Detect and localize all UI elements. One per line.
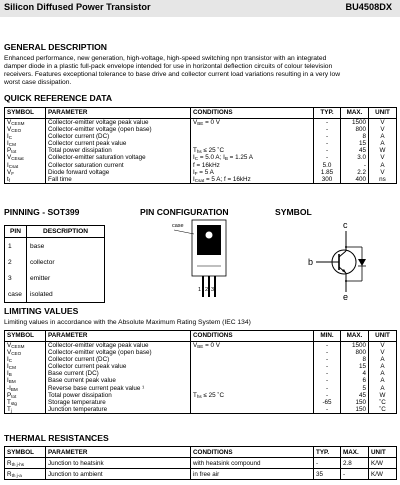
conditions-cell: in free air: [191, 469, 314, 480]
table-row: [5, 406, 397, 414]
column-header: MAX.: [341, 447, 369, 458]
document-title: Silicon Diffused Power Transistor: [4, 2, 151, 12]
unit-cell: A: [369, 363, 397, 370]
parameter-cell: Collector-emitter voltage (open base): [46, 126, 191, 133]
typ-cell: 300: [314, 176, 341, 184]
column-header: UNIT: [369, 108, 397, 119]
condition-subscript: B: [224, 156, 228, 162]
pin-configuration-heading: PIN CONFIGURATION: [140, 207, 229, 217]
symbol-subscript: CESM: [11, 344, 25, 349]
max-cell: 45: [341, 147, 369, 154]
column-header: CONDITIONS: [191, 331, 314, 342]
symbol-letter: I: [7, 356, 9, 364]
unit-cell: V: [369, 154, 397, 161]
parameter-cell: Collector-emitter voltage peak value: [46, 119, 191, 127]
unit-cell: V: [369, 342, 397, 350]
condition-text: = 5 A; f = 16kHz: [204, 175, 251, 183]
parameter-cell: Collector current peak value: [46, 140, 191, 147]
pin-number-cell: case: [5, 286, 27, 303]
min-cell: -: [314, 363, 341, 370]
symbol-subscript: C: [8, 135, 13, 141]
column-header: PARAMETER: [46, 447, 191, 458]
table-row: [5, 469, 397, 480]
symbol-letter: I: [7, 377, 9, 385]
typ-cell: -: [314, 147, 341, 154]
header-bar: [0, 0, 400, 17]
emitter-terminal-label: e: [343, 292, 349, 300]
symbol-cell: [5, 406, 46, 414]
max-cell: 3.0: [341, 154, 369, 161]
typ-cell: -: [314, 133, 341, 140]
unit-cell: A: [369, 385, 397, 392]
max-cell: 8: [341, 356, 369, 363]
column-header: UNIT: [369, 447, 397, 458]
conditions-cell: [191, 370, 314, 377]
unit-cell: V: [369, 126, 397, 133]
typ-cell: 1.85: [314, 169, 341, 176]
quick-reference-heading: QUICK REFERENCE DATA: [4, 93, 113, 103]
condition-text: = 5 A: [197, 168, 214, 176]
unit-cell: ˚C: [369, 399, 397, 406]
conditions-cell: [191, 119, 314, 127]
symbol-subscript: th j-a: [11, 472, 22, 478]
symbol-cell: [5, 147, 46, 154]
symbol-subscript: stg: [10, 400, 17, 406]
condition-subscript: BE: [197, 121, 204, 126]
pinning-row: [5, 286, 105, 303]
pinning-col-pin: PIN: [5, 226, 27, 238]
general-description-text: [4, 55, 396, 87]
condition-subscript: hs: [196, 393, 202, 399]
min-cell: -: [314, 392, 341, 399]
table-row: [5, 377, 397, 384]
conditions-cell: [191, 399, 314, 406]
min-cell: -65: [314, 399, 341, 406]
parameter-cell: Diode forward voltage: [46, 169, 191, 176]
column-header: PARAMETER: [46, 331, 191, 342]
symbol-cell: [5, 140, 46, 147]
max-cell: 2.2: [341, 169, 369, 176]
symbol-subscript: BM: [10, 386, 18, 392]
symbol-subscript: CEO: [11, 351, 22, 357]
max-cell: 6: [341, 377, 369, 384]
collector-terminal-label: c: [343, 220, 348, 230]
column-header: CONDITIONS: [191, 108, 314, 119]
condition-subscript: BE: [197, 344, 204, 349]
symbol-letter: V: [7, 126, 12, 134]
symbol-letter: R: [7, 459, 12, 467]
symbol-subscript: f: [8, 177, 11, 183]
package-outline-drawing: [170, 218, 250, 300]
parameter-cell: Junction to heatsink: [46, 458, 191, 469]
max-cell: -: [341, 162, 369, 169]
symbol-letter: V: [7, 342, 12, 349]
general-line: worst case dissipation.: [4, 79, 72, 87]
symbol-letter: T: [7, 405, 11, 413]
table-row: [5, 162, 397, 169]
table-row: [5, 399, 397, 406]
column-header: PARAMETER: [46, 108, 191, 119]
pinning-col-description: DESCRIPTION: [27, 226, 105, 238]
symbol-letter: P: [7, 147, 12, 155]
column-header: SYMBOL: [5, 331, 46, 342]
symbol-letter: -I: [7, 384, 11, 392]
symbol-letter: R: [7, 470, 12, 478]
symbol-cell: [5, 169, 46, 176]
conditions-cell: [191, 349, 314, 356]
unit-cell: A: [369, 162, 397, 169]
typ-cell: -: [314, 126, 341, 133]
max-cell: 15: [341, 140, 369, 147]
min-cell: -: [314, 406, 341, 414]
transistor-symbol-drawing: [300, 218, 380, 300]
typ-cell: -: [314, 119, 341, 127]
symbol-subscript: C: [8, 358, 13, 364]
thermal-resistances-table: [4, 446, 397, 480]
conditions-cell: [191, 126, 314, 133]
unit-cell: W: [369, 392, 397, 399]
min-cell: -: [314, 356, 341, 363]
table-row: [5, 356, 397, 363]
table-row: [5, 126, 397, 133]
pin-description-cell: emitter: [27, 270, 105, 286]
general-description-heading: GENERAL DESCRIPTION: [4, 42, 107, 52]
table-row: [5, 349, 397, 356]
condition-text: ≤ 25 ˚C: [201, 391, 225, 399]
parameter-cell: Collector current (DC): [46, 133, 191, 140]
max-cell: 150: [341, 399, 369, 406]
pin-description-cell: isolated: [27, 286, 105, 303]
max-cell: 800: [341, 349, 369, 356]
limiting-values-note: Limiting values in accordance with the Absolute Maximum Rating System (IEC 134): [4, 319, 251, 326]
parameter-cell: Collector-emitter saturation voltage: [46, 154, 191, 161]
symbol-letter: I: [7, 133, 9, 141]
symbol-cell: [5, 458, 46, 469]
parameter-cell: Collector current peak value: [46, 363, 191, 370]
base-terminal-label: b: [308, 257, 314, 267]
thermal-resistances-heading: THERMAL RESISTANCES: [4, 433, 109, 443]
conditions-cell: [191, 363, 314, 370]
pinning-heading: PINNING - SOT399: [4, 207, 80, 217]
symbol-subscript: tot: [11, 149, 17, 155]
max-cell: 1500: [341, 342, 369, 350]
pin-number-cell: 1: [5, 238, 27, 255]
min-cell: -: [314, 342, 341, 350]
conditions-cell: [191, 169, 314, 176]
min-cell: -: [314, 370, 341, 377]
symbol-letter: T: [7, 398, 11, 406]
parameter-cell: Total power dissipation: [46, 392, 191, 399]
condition-text: ≤ 25 ˚C: [201, 147, 225, 155]
symbol-subscript: CEO: [11, 128, 22, 134]
symbol-subscript: Csat: [8, 163, 19, 169]
symbol-cell: [5, 399, 46, 406]
table-row: [5, 133, 397, 140]
symbol-subscript: CESM: [11, 121, 25, 126]
pin-number-cell: 3: [5, 270, 27, 286]
symbol-letter: P: [7, 391, 12, 399]
column-header: SYMBOL: [5, 447, 46, 458]
max-cell: 400: [341, 176, 369, 184]
column-header: TYP.: [314, 447, 341, 458]
parameter-cell: Junction temperature: [46, 406, 191, 414]
symbol-cell: [5, 176, 46, 184]
max-cell: 800: [341, 126, 369, 133]
condition-text: I: [193, 154, 195, 162]
pin-description-cell: collector: [27, 254, 105, 270]
table-row: [5, 370, 397, 377]
column-header: UNIT: [369, 331, 397, 342]
parameter-cell: Collector current (DC): [46, 356, 191, 363]
symbol-letter: t: [7, 175, 9, 183]
conditions-cell: with heatsink compound: [191, 458, 314, 469]
min-cell: -: [314, 377, 341, 384]
conditions-cell: [191, 342, 314, 350]
unit-cell: A: [369, 133, 397, 140]
pin-description-cell: base: [27, 238, 105, 255]
symbol-letter: I: [7, 140, 9, 148]
typ-cell: -: [314, 458, 341, 469]
max-cell: 1500: [341, 119, 369, 127]
condition-text: I: [193, 175, 195, 183]
table-row: [5, 363, 397, 370]
typ-cell: -: [314, 154, 341, 161]
parameter-cell: Storage temperature: [46, 399, 191, 406]
general-line: receivers. Features exceptional tolerance to base drive and collector current load variations resulting in a very low: [4, 71, 341, 79]
condition-text: I: [193, 168, 195, 176]
symbol-cell: [5, 154, 46, 161]
condition-subscript: hs: [196, 149, 202, 155]
condition-text: = 1.25 A: [227, 154, 253, 162]
symbol-cell: [5, 126, 46, 133]
typ-cell: 35: [314, 469, 341, 480]
table-row: [5, 392, 397, 399]
unit-cell: A: [369, 377, 397, 384]
table-row: [5, 169, 397, 176]
symbol-heading: SYMBOL: [275, 207, 312, 217]
case-label: case: [172, 223, 184, 229]
condition-text: = 5.0 A; I: [198, 154, 225, 162]
condition-subscript: Csat: [194, 177, 205, 183]
symbol-cell: [5, 370, 46, 377]
unit-cell: A: [369, 356, 397, 363]
max-cell: 8: [341, 133, 369, 140]
symbol-cell: [5, 385, 46, 392]
symbol-cell: [5, 349, 46, 356]
unit-cell: K/W: [369, 458, 397, 469]
symbol-letter: I: [7, 363, 9, 371]
condition-text: = 0 V: [203, 119, 220, 126]
min-cell: -: [314, 349, 341, 356]
column-header: MAX.: [341, 331, 369, 342]
unit-cell: A: [369, 370, 397, 377]
parameter-cell: Junction to ambient: [46, 469, 191, 480]
table-row: [5, 458, 397, 469]
symbol-cell: [5, 392, 46, 399]
condition-subscript: F: [194, 170, 198, 176]
pin-label-1: 1: [198, 287, 202, 293]
typ-cell: 5.0: [314, 162, 341, 169]
max-cell: 5: [341, 385, 369, 392]
parameter-cell: Collector-emitter voltage peak value: [46, 342, 191, 350]
min-cell: -: [314, 385, 341, 392]
conditions-cell: [191, 406, 314, 414]
pinning-row: [5, 270, 105, 286]
unit-cell: K/W: [369, 469, 397, 480]
symbol-cell: [5, 356, 46, 363]
table-row: [5, 154, 397, 161]
symbol-subscript: th j-hs: [11, 461, 25, 467]
unit-cell: V: [369, 349, 397, 356]
parameter-cell: Base current peak value: [46, 377, 191, 384]
condition-subscript: C: [194, 156, 199, 162]
parameter-cell: Fall time: [46, 176, 191, 184]
parameter-cell: Collector saturation current: [46, 162, 191, 169]
unit-cell: W: [369, 147, 397, 154]
conditions-cell: [191, 176, 314, 184]
symbol-cell: [5, 363, 46, 370]
column-header: CONDITIONS: [191, 447, 314, 458]
unit-cell: V: [369, 119, 397, 127]
symbol-letter: I: [7, 370, 9, 378]
condition-text: = 0 V: [203, 342, 220, 349]
column-header: MAX.: [341, 108, 369, 119]
conditions-cell: [191, 147, 314, 154]
pin-label-2: 2: [205, 287, 209, 293]
symbol-subscript: j: [10, 407, 12, 413]
table-row: [5, 176, 397, 184]
symbol-subscript: tot: [11, 393, 17, 399]
unit-cell: V: [369, 169, 397, 176]
unit-cell: ns: [369, 176, 397, 184]
symbol-subscript: CM: [8, 365, 16, 371]
symbol-letter: I: [7, 161, 9, 169]
symbol-letter: V: [7, 119, 12, 126]
parameter-cell: Base current (DC): [46, 370, 191, 377]
column-header: SYMBOL: [5, 108, 46, 119]
conditions-cell: [191, 392, 314, 399]
part-number: BU4508DX: [345, 2, 392, 12]
unit-cell: A: [369, 140, 397, 147]
symbol-cell: [5, 162, 46, 169]
table-row: [5, 140, 397, 147]
symbol-cell: [5, 377, 46, 384]
symbol-subscript: B: [8, 372, 12, 378]
conditions-cell: [191, 133, 314, 140]
conditions-cell: [191, 377, 314, 384]
table-row: [5, 342, 397, 350]
max-cell: 150: [341, 406, 369, 414]
symbol-letter: V: [7, 154, 12, 162]
general-line: damper diode in a plastic full-pack envelope intended for use in horizontal deflection circuits of colour television: [4, 63, 333, 71]
conditions-cell: [191, 356, 314, 363]
table-row: [5, 147, 397, 154]
conditions-cell: [191, 385, 314, 392]
max-cell: 45: [341, 392, 369, 399]
pinning-row: [5, 238, 105, 255]
condition-text: V: [193, 342, 198, 349]
typ-cell: -: [314, 140, 341, 147]
unit-cell: ˚C: [369, 406, 397, 414]
condition-text: f = 16kHz: [193, 161, 220, 169]
pin-label-3: 3: [211, 287, 215, 293]
parameter-cell: Reverse base current peak value ¹: [46, 385, 191, 392]
limiting-values-table: [4, 330, 397, 414]
symbol-subscript: BM: [8, 379, 16, 385]
condition-text: V: [193, 119, 198, 126]
symbol-letter: V: [7, 168, 12, 176]
general-line: Enhanced performance, new generation, high-voltage, high-speed switching npn transistor with an integrated: [4, 55, 327, 62]
condition-text: T: [193, 391, 197, 399]
symbol-subscript: CM: [8, 142, 16, 148]
parameter-cell: Total power dissipation: [46, 147, 191, 154]
symbol-cell: [5, 342, 46, 350]
max-cell: 15: [341, 363, 369, 370]
column-header: TYP.: [314, 108, 341, 119]
pinning-table: [4, 225, 105, 303]
pinning-row: [5, 254, 105, 270]
symbol-cell: [5, 133, 46, 140]
parameter-cell: Collector-emitter voltage (open base): [46, 349, 191, 356]
symbol-cell: [5, 469, 46, 480]
max-cell: 2.8: [341, 458, 369, 469]
max-cell: -: [341, 469, 369, 480]
conditions-cell: [191, 154, 314, 161]
table-row: [5, 385, 397, 392]
conditions-cell: [191, 162, 314, 169]
symbol-subscript: F: [11, 170, 15, 176]
table-row: [5, 119, 397, 127]
max-cell: 4: [341, 370, 369, 377]
column-header: MIN.: [314, 331, 341, 342]
condition-text: T: [193, 147, 197, 155]
pin-number-cell: 2: [5, 254, 27, 270]
quick-reference-table: [4, 107, 397, 184]
limiting-values-heading: LIMITING VALUES: [4, 306, 79, 316]
symbol-cell: [5, 119, 46, 127]
symbol-letter: V: [7, 349, 12, 357]
symbol-subscript: CEsat: [11, 156, 24, 162]
